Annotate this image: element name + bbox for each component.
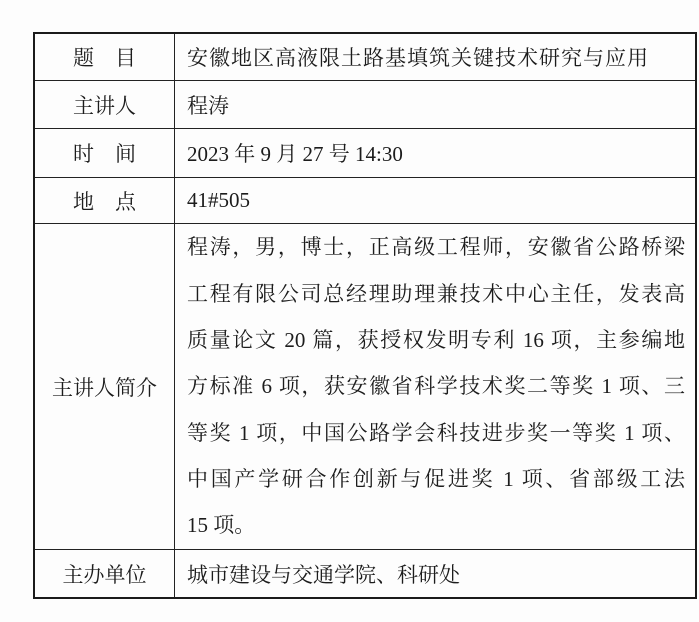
speaker-name: 程涛 <box>187 93 229 118</box>
seminar-place: 41#505 <box>187 188 250 212</box>
organizer-value-cell <box>175 550 697 599</box>
speaker-value-cell <box>175 81 697 129</box>
seminar-time: 2023 年 9 月 27 号 14:30 <box>187 142 403 166</box>
table-row-place <box>34 178 696 224</box>
label-text: 主讲人简介 <box>52 375 157 400</box>
table-row-title <box>34 33 696 81</box>
bio-line: 方标准 6 项，获安徽省科学技术奖二等奖 1 项、三 <box>187 374 685 399</box>
row-label-title <box>34 33 175 81</box>
organizer-name: 城市建设与交通学院、科研处 <box>187 562 460 587</box>
place-value-cell <box>175 178 697 224</box>
row-label-place <box>34 178 175 224</box>
speaker-bio <box>175 224 697 550</box>
bio-line: 中国产学研合作创新与促进奖 1 项、省部级工法 <box>187 467 685 492</box>
table-row-organizer <box>34 550 696 599</box>
row-label-bio <box>34 224 175 550</box>
row-label-time <box>34 129 175 178</box>
label-text: 主办单位 <box>62 562 147 587</box>
row-label-speaker <box>34 81 175 129</box>
table-row-speaker <box>34 81 696 129</box>
label-text: 主讲人 <box>73 93 136 118</box>
label-text: 地 点 <box>73 189 136 214</box>
label-text: 题 目 <box>73 46 136 70</box>
row-label-organizer <box>34 550 175 599</box>
seminar-info-table <box>33 32 697 599</box>
label-text: 时 间 <box>73 142 136 166</box>
table-row-bio <box>34 224 696 550</box>
time-value-cell <box>175 129 697 178</box>
bio-line: 质量论文 20 篇，获授权发明专利 16 项，主参编地 <box>187 327 685 352</box>
title-value-cell <box>175 33 697 81</box>
seminar-announcement <box>33 32 697 599</box>
bio-line: 15 项。 <box>187 513 256 538</box>
seminar-title: 安徽地区高液限土路基填筑关键技术研究与应用 <box>187 46 649 70</box>
table-row-time <box>34 129 696 178</box>
bio-line: 程涛，男，博士，正高级工程师，安徽省公路桥梁 <box>187 235 685 260</box>
bio-line: 工程有限公司总经理助理兼技术中心主任，发表高 <box>187 281 685 306</box>
bio-line: 等奖 1 项，中国公路学会科技进步奖一等奖 1 项、 <box>187 420 685 445</box>
